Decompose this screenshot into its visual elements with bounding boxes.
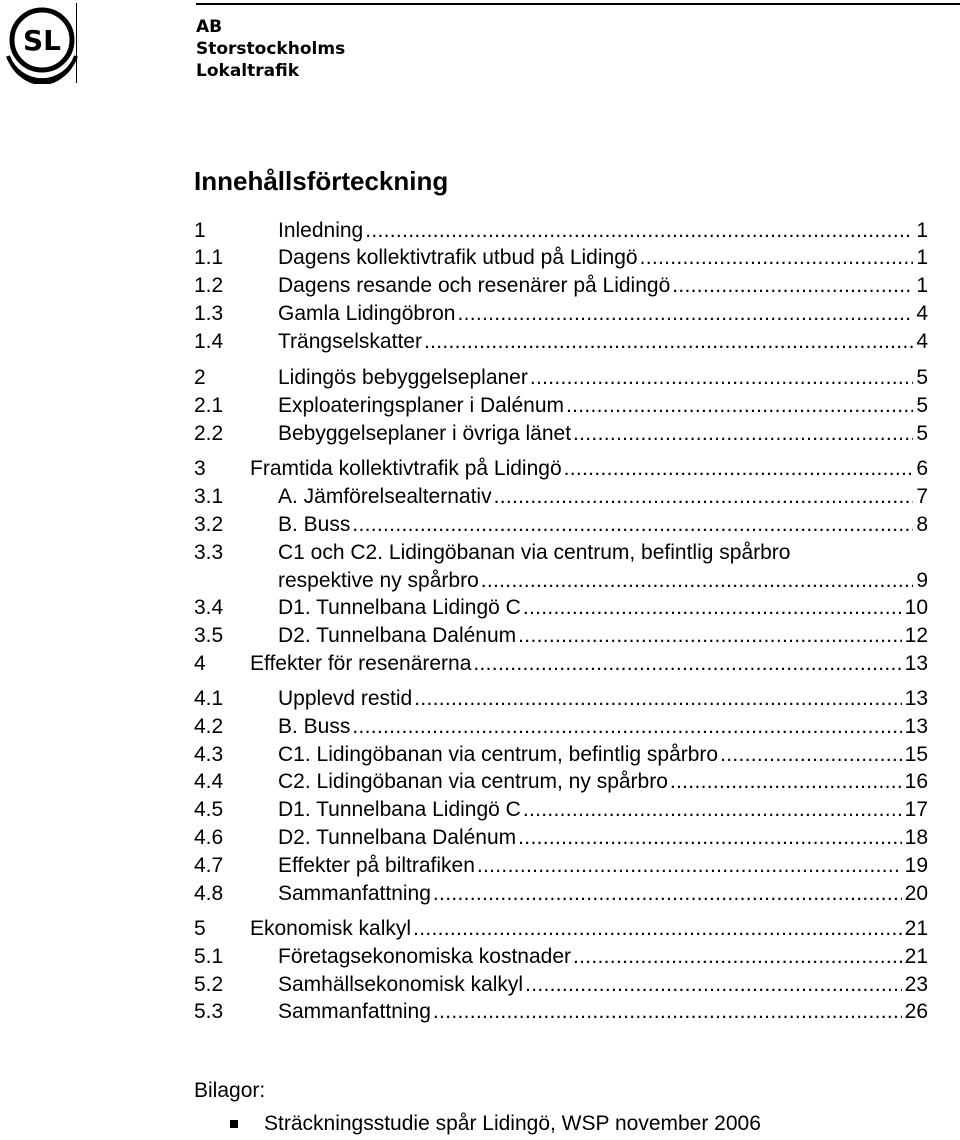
toc-entry-number: 4.2 — [194, 715, 224, 738]
toc-leader-dots — [521, 796, 902, 824]
toc-entry[interactable] — [194, 392, 928, 420]
toc-leader-dots — [411, 915, 902, 943]
toc-leader-dots — [521, 594, 902, 622]
toc-entry[interactable] — [194, 272, 928, 300]
toc-entry-title: C1. Lidingöbanan via centrum, befintlig spårbro — [278, 743, 719, 766]
toc-entry-title: Bebyggelseplaner i övriga länet — [278, 422, 572, 445]
toc-title: Innehållsförteckning — [194, 166, 449, 196]
toc-entry-page: 4 — [916, 302, 928, 325]
toc-entry-number: 2.2 — [194, 422, 224, 445]
toc-leader-dots — [431, 880, 902, 908]
toc-entry[interactable] — [194, 217, 928, 245]
toc-entry-number: 1.3 — [194, 302, 224, 325]
toc-entry-title: B. Buss — [278, 513, 351, 536]
toc-entry-number: 2 — [194, 366, 206, 389]
sl-logo-text: SL — [22, 24, 62, 57]
toc-entry-title: Exploateringsplaner i Dalénum — [278, 394, 564, 417]
toc-entry-title-continued: respektive ny spårbro — [278, 569, 479, 592]
toc-entry-page: 18 — [904, 826, 928, 849]
toc-entry-title: D2. Tunnelbana Dalénum — [278, 624, 517, 647]
toc-entry[interactable] — [194, 594, 928, 622]
toc-leader-dots — [516, 824, 901, 852]
toc-entry[interactable] — [194, 455, 928, 483]
toc-entry-number: 2.1 — [194, 394, 224, 417]
toc-entry-number: 4.3 — [194, 743, 224, 766]
toc-leader-dots — [523, 971, 902, 999]
toc-entry-number: 4.6 — [194, 826, 224, 849]
toc-leader-dots — [571, 420, 913, 448]
toc-entry-number: 3.2 — [194, 513, 224, 536]
toc-entry-page: 16 — [904, 770, 928, 793]
org-line-3: Lokaltrafik — [196, 61, 300, 81]
toc-entry-page: 1 — [916, 246, 928, 269]
toc-leader-dots — [455, 300, 913, 328]
toc-entry-page: 13 — [904, 687, 928, 710]
toc-entry-number: 1 — [194, 219, 206, 242]
header-rule — [196, 3, 960, 5]
toc-entry-number: 4.1 — [194, 687, 224, 710]
toc-leader-dots — [564, 392, 913, 420]
toc-entry-number: 4.8 — [194, 882, 224, 905]
toc-entry-title: Framtida kollektivtrafik på Lidingö — [250, 457, 562, 480]
toc-entry-title: Inledning — [278, 219, 364, 242]
toc-entry-title: Dagens resande och resenärer på Lidingö — [278, 274, 671, 297]
toc-entry-title: Dagens kollektivtrafik utbud på Lidingö — [278, 246, 638, 269]
toc-leader-dots — [431, 998, 902, 1026]
toc-entry-number: 3 — [194, 457, 206, 480]
organization-name — [196, 16, 345, 82]
sl-logo — [2, 6, 84, 84]
toc-entry-number: 3.4 — [194, 596, 224, 619]
toc-entry[interactable] — [194, 971, 928, 999]
toc-entry-page: 19 — [904, 854, 928, 877]
toc-leader-dots — [422, 328, 913, 356]
toc-entry[interactable] — [194, 685, 928, 713]
toc-leader-dots — [528, 364, 913, 392]
toc-entry-title: A. Jämförelsealternativ — [278, 485, 492, 508]
toc-leader-dots — [638, 244, 914, 272]
toc-entry[interactable] — [194, 768, 928, 796]
toc-entry[interactable] — [194, 420, 928, 448]
toc-entry[interactable] — [194, 622, 928, 650]
toc-entry-page: 13 — [904, 652, 928, 675]
toc-leader-dots — [562, 455, 914, 483]
toc-entry-title: Upplevd restid — [278, 687, 413, 710]
toc-entry[interactable] — [194, 541, 928, 595]
toc-entry-title: Gamla Lidingöbron — [278, 302, 456, 325]
toc-leader-dots — [670, 272, 913, 300]
toc-entry-page: 20 — [904, 882, 928, 905]
toc-entry-number: 1.2 — [194, 274, 224, 297]
toc-entry-number: 4 — [194, 652, 206, 675]
toc-entry-page: 23 — [904, 973, 928, 996]
toc-entry[interactable] — [194, 824, 928, 852]
toc-entry[interactable] — [194, 713, 928, 741]
appendix-item-text: Sträckningsstudie spår Lidingö, WSP november 2006 — [264, 1112, 761, 1135]
toc-entry[interactable] — [194, 943, 928, 971]
toc-entry[interactable] — [194, 300, 928, 328]
toc-leader-dots — [475, 852, 902, 880]
toc-entry-number: 5 — [194, 917, 206, 940]
toc-entry-number: 4.5 — [194, 798, 224, 821]
toc-entry-number: 1.1 — [194, 246, 224, 269]
toc-leader-dots — [492, 483, 914, 511]
toc-leader-dots — [363, 217, 913, 245]
toc-entry-title: Effekter på biltrafiken — [278, 854, 475, 877]
toc-entry-number: 4.7 — [194, 854, 224, 877]
toc-entry-number: 5.3 — [194, 1000, 224, 1023]
logo-divider — [76, 3, 77, 83]
toc-entry-number: 5.2 — [194, 973, 224, 996]
toc-entry-page: 17 — [904, 798, 928, 821]
toc-entry-title: B. Buss — [278, 715, 351, 738]
toc-entry-title: Sammanfattning — [278, 1000, 431, 1023]
toc-entry-page: 1 — [916, 274, 928, 297]
toc-entry-title: Effekter för resenärerna — [250, 652, 472, 675]
toc-entry[interactable] — [194, 852, 928, 880]
toc-entry-page: 4 — [916, 330, 928, 353]
toc-leader-dots — [350, 511, 913, 539]
toc-entry-title: Samhällsekonomisk kalkyl — [278, 973, 524, 996]
toc-leader-dots — [516, 622, 901, 650]
toc-entry-title: Lidingös bebyggelseplaner — [278, 366, 528, 389]
toc-entry-number: 3.3 — [194, 541, 224, 564]
org-line-2: Storstockholms — [196, 39, 346, 59]
toc-leader-dots — [571, 943, 902, 971]
toc-entry-number: 5.1 — [194, 945, 224, 968]
toc-entry-page: 12 — [904, 624, 928, 647]
toc-entry-number: 1.4 — [194, 330, 224, 353]
toc-entry-page: 1 — [916, 219, 928, 242]
toc-entry-page: 21 — [904, 945, 928, 968]
toc-entry[interactable] — [194, 511, 928, 539]
toc-entry-number: 3.1 — [194, 485, 224, 508]
toc-entry-title: D2. Tunnelbana Dalénum — [278, 826, 517, 849]
toc-entry[interactable] — [194, 650, 928, 678]
toc-entry[interactable] — [194, 998, 928, 1026]
toc-entry-title: D1. Tunnelbana Lidingö C — [278, 596, 521, 619]
toc-entry-page: 6 — [916, 457, 928, 480]
toc-entry-page: 13 — [904, 715, 928, 738]
toc-entry-page: 5 — [916, 394, 928, 417]
toc-entry-title: Trängselskatter — [278, 330, 422, 353]
toc-entry[interactable] — [194, 328, 928, 356]
toc-entry-page: 5 — [916, 366, 928, 389]
toc-entry[interactable] — [194, 880, 928, 908]
toc-entry-title: C1 och C2. Lidingöbanan via centrum, befintlig spårbro — [278, 541, 791, 564]
toc-entry-page: 9 — [916, 569, 928, 592]
toc-entry-page: 8 — [916, 513, 928, 536]
toc-entry-title: Ekonomisk kalkyl — [250, 917, 412, 940]
toc-entry[interactable] — [194, 915, 928, 943]
toc-entry[interactable] — [194, 483, 928, 511]
toc-entry-page: 10 — [904, 596, 928, 619]
toc-entry-page: 7 — [916, 485, 928, 508]
toc-entry-title: Företagsekonomiska kostnader — [278, 945, 571, 968]
bullet-icon — [230, 1120, 238, 1128]
toc-entry-title: D1. Tunnelbana Lidingö C — [278, 798, 521, 821]
toc-entry-page: 26 — [904, 1000, 928, 1023]
toc-entry-page: 21 — [904, 917, 928, 940]
toc-entry[interactable] — [194, 796, 928, 824]
toc-entry-title: Sammanfattning — [278, 882, 431, 905]
org-line-1: AB — [196, 17, 223, 37]
toc-leader-dots — [471, 650, 901, 678]
toc-leader-dots — [479, 567, 914, 595]
toc-leader-dots — [718, 741, 902, 769]
toc-entry[interactable] — [194, 244, 928, 272]
toc-entry-page: 15 — [904, 743, 928, 766]
toc-entry-title: C2. Lidingöbanan via centrum, ny spårbro — [278, 770, 668, 793]
toc-entry[interactable] — [194, 364, 928, 392]
toc-entry-number: 4.4 — [194, 770, 224, 793]
toc-entry[interactable] — [194, 741, 928, 769]
toc-leader-dots — [668, 768, 902, 796]
toc-entry-page: 5 — [916, 422, 928, 445]
toc-entry-number: 3.5 — [194, 624, 224, 647]
toc-leader-dots — [350, 713, 901, 741]
appendix-heading: Bilagor: — [194, 1079, 266, 1102]
toc-leader-dots — [412, 685, 901, 713]
